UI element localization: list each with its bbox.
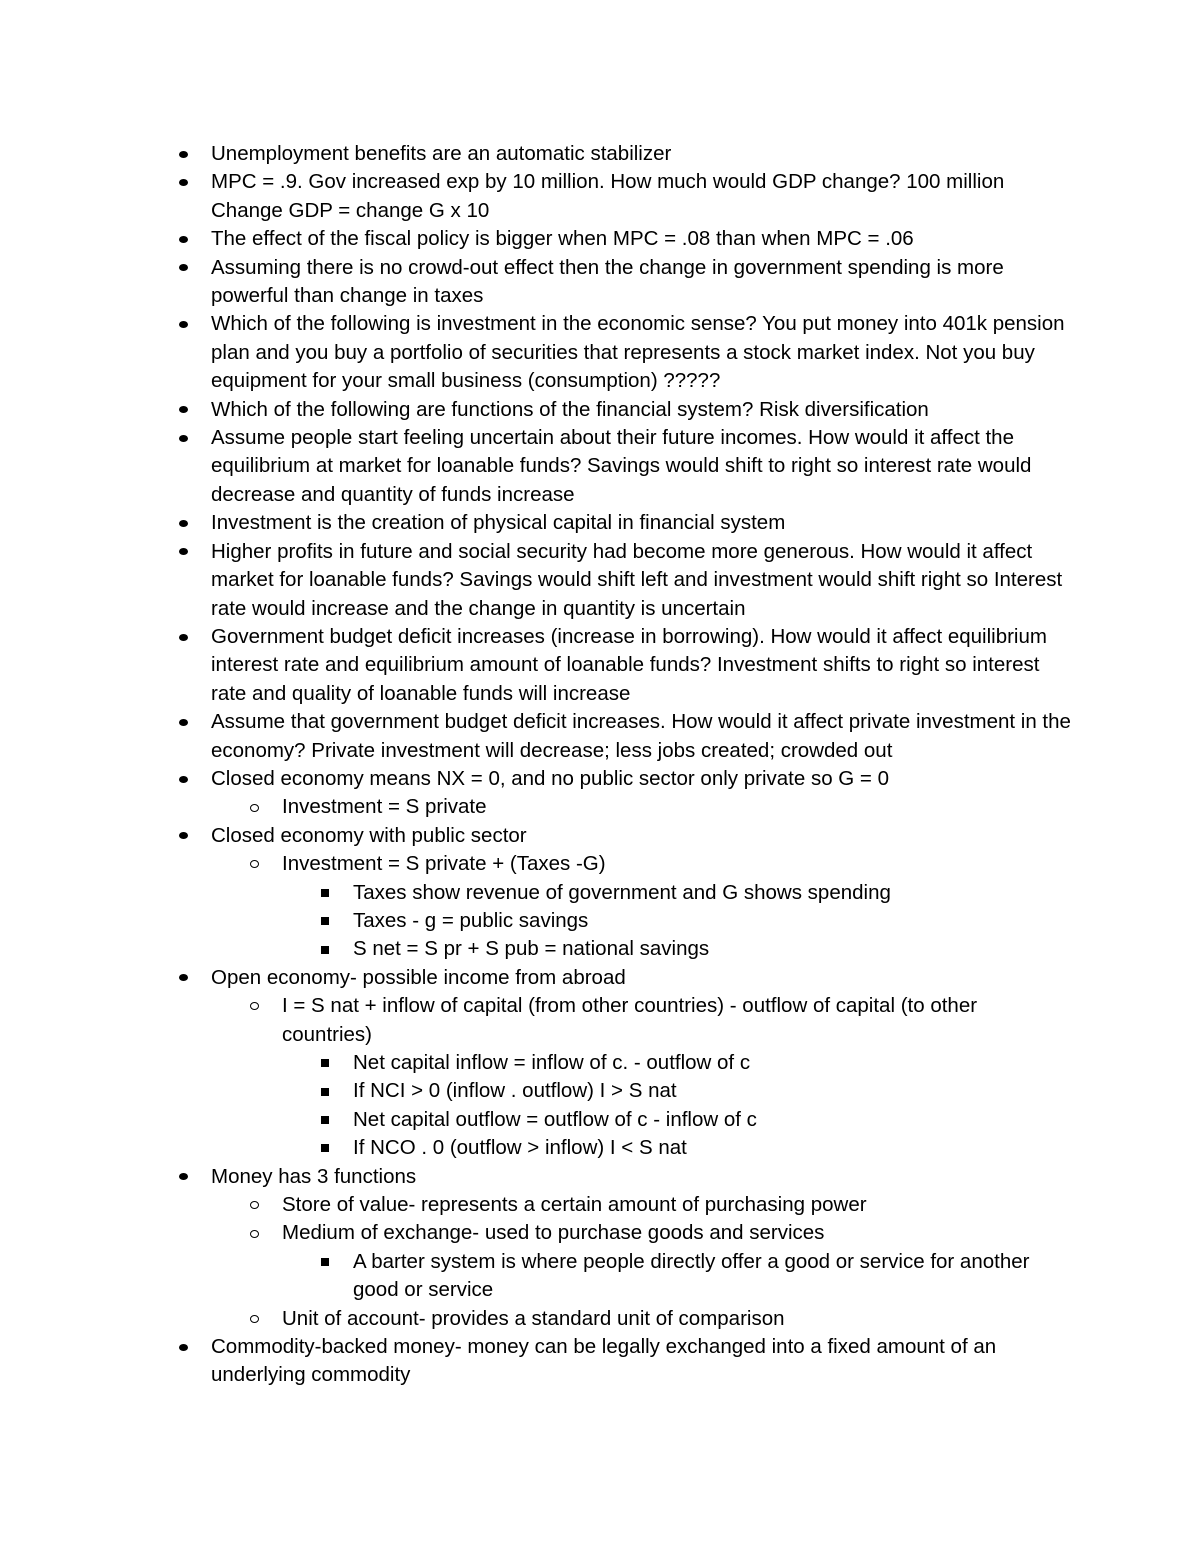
bullet-circle-icon: [246, 992, 262, 1020]
list-item: [0, 1163, 1071, 1191]
list-item-text: If NCI > 0 (inflow . outflow) I > S nat: [353, 1079, 677, 1103]
list-item: [0, 765, 1071, 793]
list-item: [0, 992, 1072, 1049]
bullet-disc-icon: [175, 424, 191, 452]
list-item: [0, 140, 1071, 168]
list-item: [0, 935, 1073, 963]
list-item: [0, 1077, 1073, 1105]
list-item-text: Assume people start feeling uncertain about their future incomes. How would it affect the equilibrium at market for loanable funds? Savings would shift to right so interest rate would decrease and quantity of funds increase: [211, 426, 1032, 506]
list-item-text: Investment = S private + (Taxes -G): [282, 852, 606, 876]
list-item-text: I = S nat + inflow of capital (from other countries) - outflow of capital (to other countries): [282, 994, 978, 1046]
list-item: [0, 254, 1071, 311]
bullet-circle-icon: [246, 1191, 262, 1219]
bullet-circle-icon: [246, 1305, 262, 1333]
list-item-text: Investment is the creation of physical capital in financial system: [211, 511, 786, 535]
bullet-square-icon: [317, 1134, 333, 1162]
list-item-text: Net capital outflow = outflow of c - inflow of c: [353, 1107, 757, 1131]
list-item-text: Medium of exchange- used to purchase goods and services: [282, 1221, 825, 1245]
bullet-square-icon: [317, 1077, 333, 1105]
notes-document: [0, 140, 1200, 1390]
bullet-square-icon: [317, 1248, 333, 1276]
bullet-square-icon: [317, 879, 333, 907]
list-item: [0, 708, 1071, 765]
list-item-text: Unemployment benefits are an automatic stabilizer: [211, 142, 672, 165]
list-item: [0, 1191, 1072, 1219]
list-item-text: Closed economy with public sector: [211, 823, 527, 847]
bullet-circle-icon: [246, 793, 262, 821]
list-item-text: Commodity-backed money- money can be legally exchanged into a fixed amount of an underlying commodity: [211, 1335, 997, 1387]
bullet-disc-icon: [175, 509, 191, 537]
list-item: [0, 1248, 1073, 1305]
list-item-text: Investment = S private: [282, 795, 487, 819]
list-item: [0, 1106, 1073, 1134]
list-item: [0, 225, 1071, 253]
list-item: [0, 964, 1071, 992]
list-item: [0, 879, 1073, 907]
bullet-disc-icon: [175, 140, 191, 168]
list-item: [0, 1134, 1073, 1162]
list-item: [0, 310, 1071, 395]
list-item-text: Money has 3 functions: [211, 1164, 417, 1188]
bullet-disc-icon: [175, 708, 191, 736]
list-item-text: Taxes - g = public savings: [353, 908, 589, 932]
bullet-square-icon: [317, 1106, 333, 1134]
bullet-disc-icon: [175, 765, 191, 793]
list-item-text: Government budget deficit increases (increase in borrowing). How would it affect equilibrium interest rate and equilibrium amount of loanable funds? Investment shifts to right so interest rate and quality of loanable funds will increase: [211, 624, 1047, 705]
bullet-disc-icon: [175, 822, 191, 850]
bullet-disc-icon: [175, 396, 191, 424]
list-item-text: If NCO . 0 (outflow > inflow) I < S nat: [353, 1136, 687, 1160]
list-item-text: Which of the following are functions of the financial system? Risk diversification: [211, 397, 929, 421]
list-item-text: Which of the following is investment in the economic sense? You put money into 401k pension plan and you buy a portfolio of securities that represents a stock market index. Not you buy equipment for your small business (consumption) ?????: [211, 312, 1065, 393]
bullet-square-icon: [317, 907, 333, 935]
list-item-text: A barter system is where people directly offer a good or service for another good or service: [353, 1249, 1030, 1302]
list-item: [0, 424, 1071, 509]
bullet-circle-icon: [246, 850, 262, 878]
list-item-text: Unit of account- provides a standard unit of comparison: [282, 1306, 785, 1330]
list-item-text: Taxes show revenue of government and G shows spending: [353, 880, 891, 904]
bullet-disc-icon: [175, 538, 191, 566]
bullet-disc-icon: [175, 225, 191, 253]
bullet-disc-icon: [175, 254, 191, 282]
list-item: [0, 822, 1071, 850]
bullet-disc-icon: [175, 964, 191, 992]
bullet-disc-icon: [175, 1163, 191, 1191]
bullet-disc-icon: [175, 1333, 191, 1361]
list-item: [0, 1049, 1073, 1077]
list-item: [0, 623, 1071, 708]
list-item-text: The effect of the fiscal policy is bigger when MPC = .08 than when MPC = .06: [211, 227, 914, 251]
list-item: [0, 509, 1071, 537]
list-item: [0, 1305, 1072, 1333]
list-item: [0, 1333, 1071, 1390]
list-item-text: Store of value- represents a certain amount of purchasing power: [282, 1193, 867, 1217]
list-item-text: Assume that government budget deficit increases. How would it affect private investment in the economy? Private investment will decrease; less jobs created; crowded out: [211, 710, 1071, 762]
list-item-text: Assuming there is no crowd-out effect then the change in government spending is more powerful than change in taxes: [211, 255, 1004, 308]
list-item: [0, 850, 1072, 878]
list-item-text: Net capital inflow = inflow of c. - outflow of c: [353, 1051, 751, 1074]
bullet-square-icon: [317, 935, 333, 963]
list-item-text: Higher profits in future and social security had become more generous. How would it affect market for loanable funds? Savings would shift left and investment would shift right so Interest rate would increase and the change in quantity is uncertain: [211, 539, 1063, 620]
bullet-square-icon: [317, 1049, 333, 1077]
list-item: [0, 1219, 1072, 1247]
list-item-text: Closed economy means NX = 0, and no public sector only private so G = 0: [211, 766, 890, 790]
bullet-disc-icon: [175, 623, 191, 651]
list-item: [0, 538, 1071, 623]
list-item-text: MPC = .9. Gov increased exp by 10 million. How much would GDP change? 100 million Change GDP = change G x 10: [211, 170, 1005, 222]
bullet-circle-icon: [246, 1219, 262, 1247]
list-item: [0, 168, 1071, 225]
bullet-disc-icon: [175, 310, 191, 338]
list-item: [0, 396, 1071, 424]
list-item: [0, 907, 1073, 935]
list-item-text: S net = S pr + S pub = national savings: [353, 937, 710, 961]
list-item: [0, 793, 1072, 821]
bullet-disc-icon: [175, 168, 191, 196]
list-item-text: Open economy- possible income from abroad: [211, 965, 626, 989]
